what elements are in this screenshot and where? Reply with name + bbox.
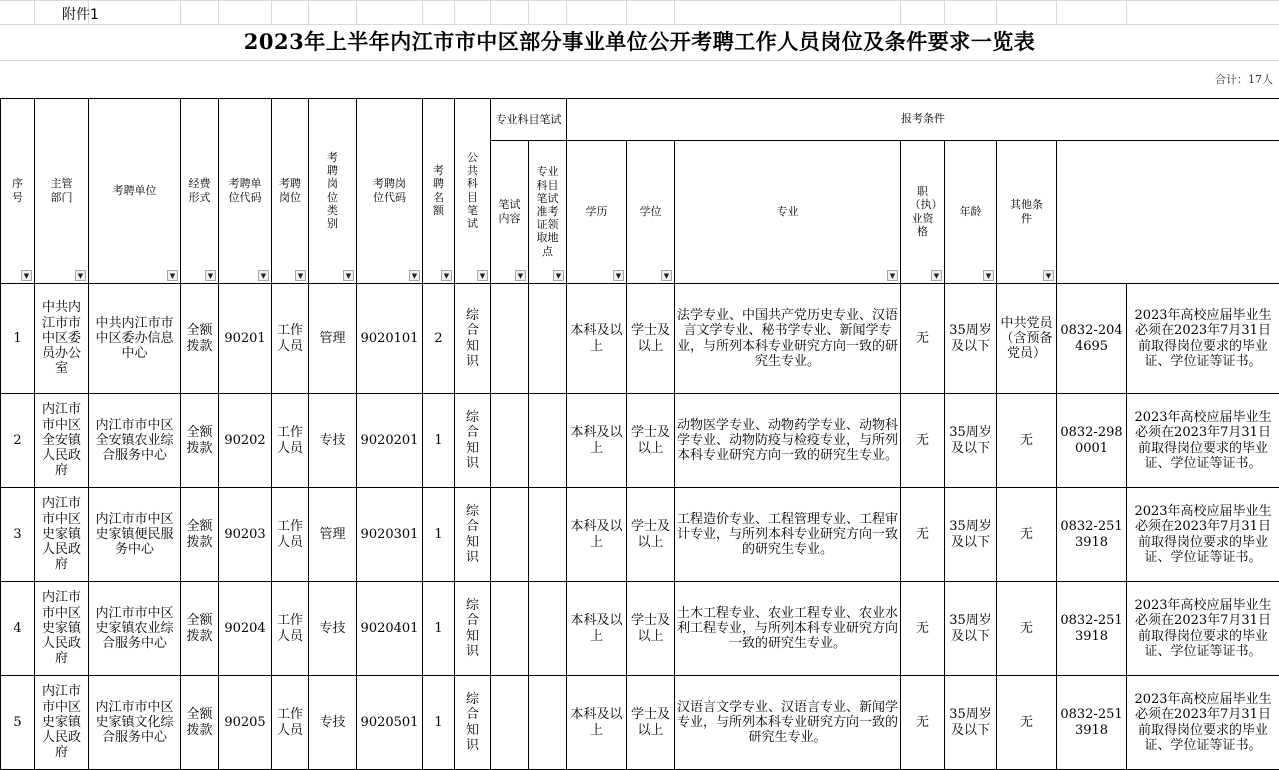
cell-pos-code-text: 9020101 <box>360 330 419 346</box>
cell-exam-content[interactable] <box>491 394 529 488</box>
dropdown-arrow-icon[interactable]: ▼ <box>167 270 178 281</box>
cell-phone[interactable] <box>1057 284 1127 394</box>
cell-pos-code[interactable] <box>357 488 423 582</box>
cell-funding-text: 全额拨款 <box>186 323 213 354</box>
cell-age-text: 35周岁及以下 <box>949 613 992 644</box>
cell-exam-content[interactable] <box>491 676 529 770</box>
cell-unit-text: 内江市市中区史家镇便民服务中心 <box>95 511 174 558</box>
cell-position[interactable] <box>272 676 309 770</box>
cell-seq[interactable] <box>1 582 35 676</box>
cell-quota[interactable] <box>423 676 455 770</box>
table-row <box>1 488 1279 582</box>
dropdown-arrow-icon[interactable]: ▼ <box>75 270 86 281</box>
cell-remarks-text: 2023年高校应届毕业生必须在2023年7月31日前取得岗位要求的毕业证、学位证等证书。 <box>1134 307 1272 369</box>
header-public-exam[interactable] <box>455 99 491 284</box>
header-education[interactable] <box>567 141 627 284</box>
cell-major[interactable] <box>675 676 901 770</box>
cell-major[interactable] <box>675 394 901 488</box>
cell-seq[interactable] <box>1 488 35 582</box>
cell-pos-code[interactable] <box>357 676 423 770</box>
cell-age-text: 35周岁及以下 <box>949 425 992 456</box>
cell-degree-text: 学士及以上 <box>630 707 670 738</box>
cell-major[interactable] <box>675 582 901 676</box>
cell-seq[interactable] <box>1 284 35 394</box>
gridline <box>490 0 491 24</box>
gridline <box>34 0 35 24</box>
cell-pos-code[interactable] <box>357 582 423 676</box>
cell-unit-text: 内江市市中区史家镇农业综合服务中心 <box>95 605 174 652</box>
cell-position[interactable] <box>272 582 309 676</box>
cell-quota-text: 1 <box>434 714 443 730</box>
cell-education[interactable] <box>567 582 627 676</box>
header-exam-content[interactable] <box>491 141 529 284</box>
cell-quota[interactable] <box>423 394 455 488</box>
cell-major-text: 工程造价专业、工程管理专业、工程审计专业，与所列本科专业研究方向一致的研究生专业。 <box>677 511 899 558</box>
header-pos-code-label: 考聘岗位代码 <box>373 177 406 204</box>
cell-degree-text: 学士及以上 <box>630 323 670 354</box>
header-education-label: 学历 <box>585 204 608 218</box>
header-qualification[interactable] <box>901 141 945 284</box>
cell-unit-text: 内江市市中区全安镇农业综合服务中心 <box>95 417 174 464</box>
cell-other[interactable] <box>997 676 1057 770</box>
header-position-label: 考聘岗位 <box>279 177 301 204</box>
cell-pos-code-text: 9020401 <box>360 620 419 636</box>
cell-education-text: 本科及以上 <box>570 519 623 550</box>
cell-dept[interactable] <box>35 284 89 394</box>
cell-public-exam-text: 综合知识 <box>465 597 479 659</box>
cell-degree-text: 学士及以上 <box>630 613 670 644</box>
header-exam-location-label: 专业科目笔试准考证领取地点 <box>536 165 559 258</box>
cell-seq-text: 4 <box>13 620 22 636</box>
gridline <box>0 24 1279 25</box>
cell-exam-location[interactable] <box>529 394 567 488</box>
cell-phone[interactable] <box>1057 488 1127 582</box>
cell-funding-text: 全额拨款 <box>186 519 213 550</box>
cell-other-text: 无 <box>1019 620 1033 636</box>
cell-position[interactable] <box>272 284 309 394</box>
cell-other-text: 无 <box>1019 526 1033 542</box>
dropdown-arrow-icon[interactable]: ▼ <box>931 270 942 281</box>
cell-public-exam[interactable] <box>455 488 491 582</box>
cell-unit-code-text: 90201 <box>224 330 266 346</box>
cell-exam-location[interactable] <box>529 284 567 394</box>
cell-degree[interactable] <box>627 488 675 582</box>
table-row <box>1 284 1279 394</box>
header-public-exam-label: 公共科目笔试 <box>467 151 478 230</box>
cell-phone-text: 0832-2044695 <box>1060 323 1123 354</box>
gridline <box>454 0 455 24</box>
header-position[interactable] <box>272 99 309 284</box>
cell-exam-location[interactable] <box>529 676 567 770</box>
dropdown-arrow-icon[interactable]: ▼ <box>515 270 526 281</box>
cell-education-text: 本科及以上 <box>570 425 623 456</box>
cell-qualification-text: 无 <box>915 526 929 542</box>
cell-quota-text: 1 <box>434 620 443 636</box>
cell-dept[interactable] <box>35 394 89 488</box>
header-funding[interactable] <box>181 99 219 284</box>
cell-phone[interactable] <box>1057 394 1127 488</box>
table-row <box>1 394 1279 488</box>
cell-major-text: 法学专业、中国共产党历史专业、汉语言文学专业、秘书学专业、新闻学专业，与所列本科专业研究方向一致的研究生专业。 <box>677 307 899 369</box>
header-degree-label: 学位 <box>639 204 662 218</box>
cell-dept-text: 内江市市中区史家镇人民政府 <box>41 684 81 761</box>
cell-remarks[interactable] <box>1127 394 1279 488</box>
cell-qualification-text: 无 <box>915 620 929 636</box>
cell-other-text: 中共党员（含预备党员） <box>1000 315 1053 362</box>
cell-pos-code[interactable] <box>357 284 423 394</box>
header-other[interactable] <box>997 141 1057 284</box>
cell-unit-code-text: 90204 <box>224 620 266 636</box>
cell-phone-text: 0832-2980001 <box>1060 425 1123 456</box>
cell-age[interactable] <box>945 488 997 582</box>
cell-degree[interactable] <box>627 582 675 676</box>
cell-remarks-text: 2023年高校应届毕业生必须在2023年7月31日前取得岗位要求的毕业证、学位证等证书。 <box>1134 503 1272 565</box>
gridline <box>944 0 945 24</box>
cell-exam-content[interactable] <box>491 582 529 676</box>
cell-major[interactable] <box>675 284 901 394</box>
cell-remarks-text: 2023年高校应届毕业生必须在2023年7月31日前取得岗位要求的毕业证、学位证等证书。 <box>1134 409 1272 471</box>
gridline <box>180 0 181 24</box>
cell-exam-location[interactable] <box>529 582 567 676</box>
table-row <box>1 676 1279 770</box>
cell-qualification[interactable] <box>901 394 945 488</box>
dropdown-arrow-icon[interactable]: ▼ <box>983 270 994 281</box>
cell-public-exam-text: 综合知识 <box>465 307 479 369</box>
cell-position-text: 工作人员 <box>276 519 303 550</box>
cell-remarks-text: 2023年高校应届毕业生必须在2023年7月31日前取得岗位要求的毕业证、学位证等证书。 <box>1134 597 1272 659</box>
cell-position[interactable] <box>272 488 309 582</box>
cell-dept-text: 内江市市中区全安镇人民政府 <box>41 402 81 479</box>
cell-age[interactable] <box>945 582 997 676</box>
cell-position-text: 工作人员 <box>276 707 303 738</box>
cell-age-text: 35周岁及以下 <box>949 323 992 354</box>
header-conditions-group-label: 报考条件 <box>901 112 945 126</box>
cell-dept[interactable] <box>35 676 89 770</box>
cell-public-exam-text: 综合知识 <box>465 503 479 565</box>
cell-pos-type-text: 管理 <box>319 330 346 346</box>
cell-qualification[interactable] <box>901 676 945 770</box>
cell-major[interactable] <box>675 488 901 582</box>
header-exam-content-label: 笔试内容 <box>498 198 521 225</box>
cell-position-text: 工作人员 <box>276 323 303 354</box>
cell-public-exam[interactable] <box>455 394 491 488</box>
dropdown-arrow-icon[interactable]: ▼ <box>477 270 488 281</box>
cell-unit[interactable] <box>89 488 181 582</box>
gridline <box>308 0 309 24</box>
header-unit[interactable] <box>89 99 181 284</box>
header-pos-code[interactable] <box>357 99 423 284</box>
cell-education-text: 本科及以上 <box>570 707 623 738</box>
attachment-label: 附件1 <box>62 7 99 23</box>
cell-dept-text: 中共内江市市中区委员办公室 <box>41 300 81 377</box>
header-unit-label: 考聘单位 <box>112 183 157 197</box>
cell-seq-text: 3 <box>13 526 22 542</box>
cell-remarks[interactable] <box>1127 284 1279 394</box>
cell-age-text: 35周岁及以下 <box>949 519 992 550</box>
cell-other-text: 无 <box>1019 432 1033 448</box>
cell-unit[interactable] <box>89 394 181 488</box>
dropdown-arrow-icon[interactable]: ▼ <box>21 270 32 281</box>
cell-pos-code[interactable] <box>357 394 423 488</box>
dropdown-arrow-icon[interactable]: ▼ <box>409 270 420 281</box>
cell-remarks[interactable] <box>1127 488 1279 582</box>
cell-exam-content[interactable] <box>491 284 529 394</box>
cell-qualification[interactable] <box>901 488 945 582</box>
cell-remarks[interactable] <box>1127 676 1279 770</box>
cell-education-text: 本科及以上 <box>570 323 623 354</box>
cell-pos-type[interactable] <box>309 488 357 582</box>
cell-other-text: 无 <box>1019 714 1033 730</box>
cell-major-text: 汉语言文学专业、汉语言专业、新闻学专业，与所列本科专业研究方向一致的研究生专业。 <box>677 699 899 746</box>
cell-seq-text: 1 <box>13 330 22 346</box>
cell-degree-text: 学士及以上 <box>630 519 670 550</box>
gridline <box>1056 0 1057 24</box>
page-title: 2023年上半年内江市市中区部分事业单位公开考聘工作人员岗位及条件要求一览表 <box>243 29 1036 54</box>
cell-unit-code[interactable] <box>219 284 272 394</box>
cell-major-text: 动物医学专业、动物药学专业、动物科学专业、动物防疫与检疫专业，与所列本科专业研究方向一致的研究生专业。 <box>677 417 899 464</box>
cell-other[interactable] <box>997 582 1057 676</box>
cell-position-text: 工作人员 <box>276 613 303 644</box>
cell-education[interactable] <box>567 488 627 582</box>
cell-public-exam[interactable] <box>455 582 491 676</box>
header-special-group <box>491 99 567 141</box>
cell-funding-text: 全额拨款 <box>186 707 213 738</box>
cell-unit-code[interactable] <box>219 488 272 582</box>
cell-degree[interactable] <box>627 394 675 488</box>
header-major-label: 专业 <box>776 204 799 218</box>
cell-education[interactable] <box>567 394 627 488</box>
dropdown-arrow-icon[interactable]: ▼ <box>205 270 216 281</box>
gridline <box>0 0 1279 1</box>
cell-age[interactable] <box>945 394 997 488</box>
gridline <box>356 0 357 24</box>
cell-pos-type[interactable] <box>309 394 357 488</box>
cell-unit-code[interactable] <box>219 676 272 770</box>
cell-unit[interactable] <box>89 284 181 394</box>
cell-exam-location[interactable] <box>529 488 567 582</box>
cell-seq[interactable] <box>1 676 35 770</box>
cell-quota[interactable] <box>423 284 455 394</box>
header-degree[interactable] <box>627 141 675 284</box>
cell-age-text: 35周岁及以下 <box>949 707 992 738</box>
cell-dept[interactable] <box>35 582 89 676</box>
cell-unit-text: 中共内江市市中区委办信息中心 <box>95 315 174 362</box>
cell-degree[interactable] <box>627 676 675 770</box>
header-funding-label: 经费形式 <box>188 177 211 204</box>
cell-quota[interactable] <box>423 582 455 676</box>
gridline <box>218 0 219 24</box>
header-pos-type[interactable] <box>309 99 357 284</box>
cell-funding[interactable] <box>181 676 219 770</box>
cell-pos-type-text: 专技 <box>319 432 346 448</box>
cell-remarks[interactable] <box>1127 582 1279 676</box>
cell-pos-type[interactable] <box>309 676 357 770</box>
cell-dept-text: 内江市市中区史家镇人民政府 <box>41 496 81 573</box>
cell-age[interactable] <box>945 676 997 770</box>
cell-unit[interactable] <box>89 582 181 676</box>
cell-age[interactable] <box>945 284 997 394</box>
header-major[interactable] <box>675 141 901 284</box>
cell-phone-text: 0832-2513918 <box>1060 613 1123 644</box>
header-other-label: 其他条件 <box>1010 198 1043 225</box>
cell-seq-text: 5 <box>13 714 22 730</box>
total-count: 合计：17人 <box>1215 73 1273 86</box>
dropdown-arrow-icon[interactable]: ▼ <box>1043 270 1054 281</box>
cell-pos-type-text: 专技 <box>319 620 346 636</box>
header-age-label: 年龄 <box>959 204 982 218</box>
header-quota[interactable] <box>423 99 455 284</box>
cell-funding[interactable] <box>181 284 219 394</box>
cell-public-exam-text: 综合知识 <box>465 691 479 753</box>
cell-funding-text: 全额拨款 <box>186 425 213 456</box>
cell-quota[interactable] <box>423 488 455 582</box>
cell-public-exam-text: 综合知识 <box>465 409 479 471</box>
gridline <box>0 60 1279 61</box>
header-dept-label: 主管部门 <box>50 177 73 204</box>
cell-other[interactable] <box>997 284 1057 394</box>
cell-seq-text: 2 <box>13 432 22 448</box>
cell-position[interactable] <box>272 394 309 488</box>
header-pos-type-label: 考聘岗位类别 <box>327 151 338 230</box>
header-unit-code-label: 考聘单位代码 <box>228 177 262 204</box>
cell-education-text: 本科及以上 <box>570 613 623 644</box>
dropdown-arrow-icon[interactable]: ▼ <box>441 270 452 281</box>
gridline <box>566 0 567 24</box>
gridline <box>674 0 675 24</box>
cell-unit-code-text: 90203 <box>224 526 266 542</box>
header-dept[interactable] <box>35 99 89 284</box>
cell-pos-type[interactable] <box>309 284 357 394</box>
gridline <box>1126 0 1127 24</box>
cell-public-exam[interactable] <box>455 676 491 770</box>
dropdown-arrow-icon[interactable]: ▼ <box>613 270 624 281</box>
gridline <box>996 0 997 24</box>
cell-funding[interactable] <box>181 582 219 676</box>
dropdown-arrow-icon[interactable]: ▼ <box>887 270 898 281</box>
cell-seq[interactable] <box>1 394 35 488</box>
cell-phone-text: 0832-2513918 <box>1060 707 1123 738</box>
header-seq[interactable] <box>1 99 35 284</box>
cell-phone[interactable] <box>1057 582 1127 676</box>
cell-qualification-text: 无 <box>915 714 929 730</box>
header-seq-label: 序号 <box>12 177 23 204</box>
cell-unit[interactable] <box>89 676 181 770</box>
dropdown-arrow-icon[interactable]: ▼ <box>343 270 354 281</box>
cell-other[interactable] <box>997 488 1057 582</box>
cell-pos-type-text: 管理 <box>319 526 346 542</box>
cell-education[interactable] <box>567 284 627 394</box>
cell-unit-code-text: 90205 <box>224 714 266 730</box>
cell-qualification-text: 无 <box>915 330 929 346</box>
cell-major-text: 土木工程专业、农业工程专业、农业水利工程专业，与所列本科专业研究方向一致的研究生专业。 <box>677 605 899 652</box>
dropdown-arrow-icon[interactable]: ▼ <box>661 270 672 281</box>
cell-exam-content[interactable] <box>491 488 529 582</box>
header-quota-label: 考聘名额 <box>433 164 444 217</box>
cell-phone[interactable] <box>1057 676 1127 770</box>
cell-unit-text: 内江市市中区史家镇文化综合服务中心 <box>95 699 174 746</box>
cell-dept[interactable] <box>35 488 89 582</box>
cell-unit-code[interactable] <box>219 394 272 488</box>
cell-quota-text: 1 <box>434 526 443 542</box>
cell-other[interactable] <box>997 394 1057 488</box>
cell-education[interactable] <box>567 676 627 770</box>
cell-qualification-text: 无 <box>915 432 929 448</box>
header-special-group-label: 专业科目笔试 <box>495 112 562 126</box>
cell-degree-text: 学士及以上 <box>630 425 670 456</box>
cell-funding-text: 全额拨款 <box>186 613 213 644</box>
cell-dept-text: 内江市市中区史家镇人民政府 <box>41 590 81 667</box>
cell-pos-code-text: 9020201 <box>360 432 419 448</box>
recruitment-table <box>0 98 1279 770</box>
dropdown-arrow-icon[interactable]: ▼ <box>295 270 306 281</box>
gridline <box>626 0 627 24</box>
dropdown-arrow-icon[interactable]: ▼ <box>553 270 564 281</box>
gridline <box>528 0 529 24</box>
cell-pos-type[interactable] <box>309 582 357 676</box>
cell-quota-text: 2 <box>434 330 443 346</box>
cell-public-exam[interactable] <box>455 284 491 394</box>
header-conditions-group <box>567 99 1279 141</box>
header-qualification-label: 职（执）业资格 <box>909 185 943 238</box>
cell-unit-code-text: 90202 <box>224 432 266 448</box>
header-unit-code[interactable] <box>219 99 272 284</box>
gridline <box>271 0 272 24</box>
cell-pos-type-text: 专技 <box>319 714 346 730</box>
cell-quota-text: 1 <box>434 432 443 448</box>
header-exam-location[interactable] <box>529 141 567 284</box>
gridline <box>422 0 423 24</box>
cell-qualification[interactable] <box>901 284 945 394</box>
header-age[interactable] <box>945 141 997 284</box>
table-row <box>1 582 1279 676</box>
cell-phone-text: 0832-2513918 <box>1060 519 1123 550</box>
cell-funding[interactable] <box>181 394 219 488</box>
dropdown-arrow-icon[interactable]: ▼ <box>258 270 269 281</box>
cell-remarks-text: 2023年高校应届毕业生必须在2023年7月31日前取得岗位要求的毕业证、学位证等证书。 <box>1134 691 1272 753</box>
cell-position-text: 工作人员 <box>276 425 303 456</box>
cell-pos-code-text: 9020301 <box>360 526 419 542</box>
cell-qualification[interactable] <box>901 582 945 676</box>
gridline <box>900 0 901 24</box>
cell-unit-code[interactable] <box>219 582 272 676</box>
cell-funding[interactable] <box>181 488 219 582</box>
cell-degree[interactable] <box>627 284 675 394</box>
cell-pos-code-text: 9020501 <box>360 714 419 730</box>
